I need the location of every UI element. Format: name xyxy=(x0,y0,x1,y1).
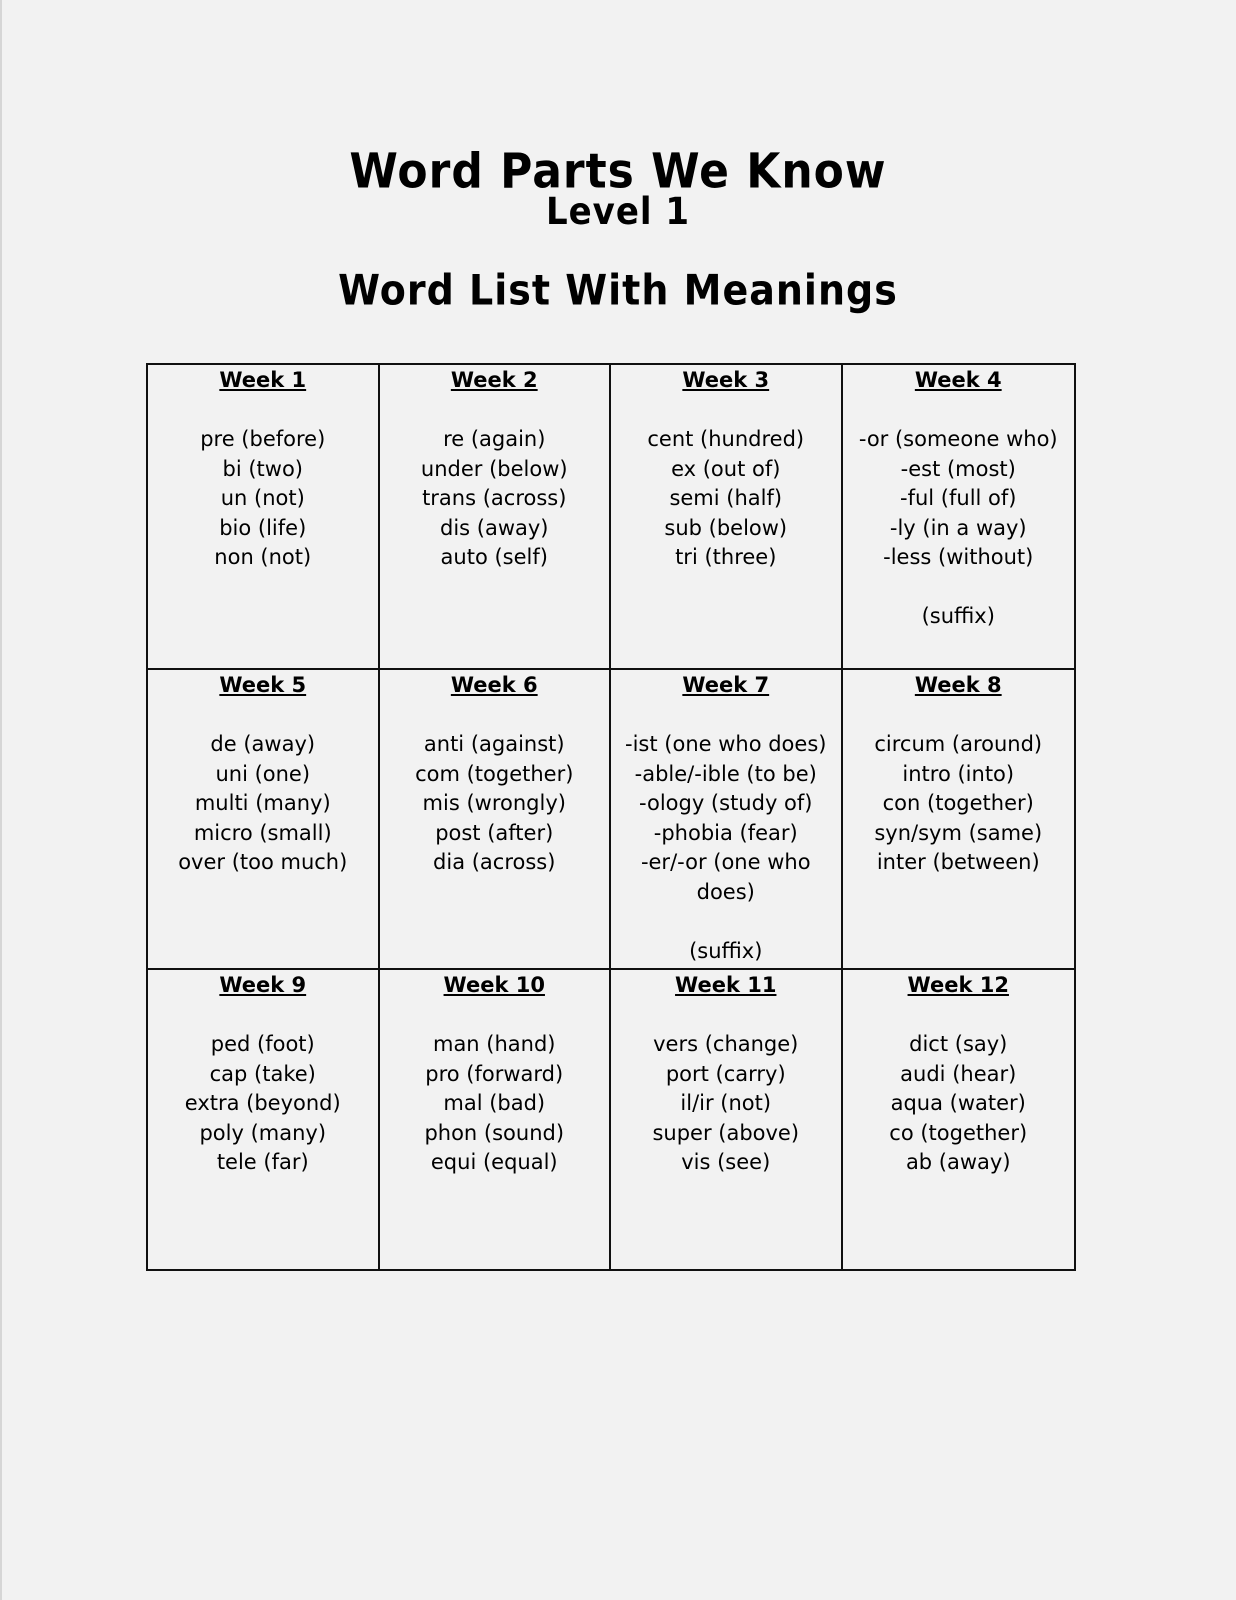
word-part-item: cent (hundred) xyxy=(647,427,805,451)
word-part-item: sub (below) xyxy=(664,515,788,540)
week-label: Week 3 xyxy=(682,368,770,392)
word-part-item: equi (equal) xyxy=(430,1150,558,1174)
word-part-item: pre (before) xyxy=(200,427,326,451)
word-part-item: -er/-or (one who does) xyxy=(640,850,811,904)
word-part-item: port (carry) xyxy=(665,1061,786,1086)
suffix-note: (suffix) xyxy=(921,604,995,628)
word-part-item: dis (away) xyxy=(439,515,549,540)
week-label: Week 7 xyxy=(682,673,770,697)
word-part-item: non (not) xyxy=(214,545,312,569)
week-cell xyxy=(148,365,380,670)
word-part-item: super (above) xyxy=(652,1120,800,1145)
week-label: Week 5 xyxy=(219,673,307,697)
word-part-item: anti (against) xyxy=(423,732,565,756)
word-part-item: phon (sound) xyxy=(424,1120,565,1145)
word-part-item: co (together) xyxy=(889,1120,1028,1145)
word-part-item: -or (someone who) xyxy=(858,427,1058,451)
spacer xyxy=(617,701,835,731)
word-part-item: un (not) xyxy=(220,486,305,510)
word-part-item: post (after) xyxy=(435,820,554,845)
word-part-item: ab (away) xyxy=(905,1150,1011,1174)
word-part-item: mal (bad) xyxy=(443,1091,546,1115)
word-part-item: audi (hear) xyxy=(900,1061,1017,1086)
word-part-item: vis (see) xyxy=(681,1150,771,1174)
week-cell xyxy=(380,970,612,1269)
spacer xyxy=(154,1001,372,1031)
word-part-item: cap (take) xyxy=(209,1061,316,1086)
word-part-item: tele (far) xyxy=(216,1150,309,1174)
word-part-item: -ology (study of) xyxy=(639,791,813,815)
spacer xyxy=(617,396,835,426)
suffix-note: (suffix) xyxy=(689,938,763,963)
word-part-item: -ful (full of) xyxy=(900,486,1017,510)
word-part-item: semi (half) xyxy=(669,486,783,510)
word-part-item: aqua (water) xyxy=(890,1091,1026,1115)
spacer xyxy=(154,396,372,426)
word-part-item: il/ir (not) xyxy=(680,1091,772,1115)
spacer xyxy=(617,1001,835,1031)
week-label: Week 9 xyxy=(219,973,307,997)
spacer xyxy=(849,1001,1069,1031)
word-part-item: -able/-ible (to be) xyxy=(634,761,817,786)
word-part-item: -ist (one who does) xyxy=(625,732,827,756)
word-part-item: inter (between) xyxy=(876,850,1040,874)
word-part-item: micro (small) xyxy=(193,820,332,845)
week-cell xyxy=(611,970,843,1269)
week-cell xyxy=(148,970,380,1269)
word-part-item: auto (self) xyxy=(440,545,548,569)
spacer xyxy=(849,701,1069,731)
week-cell xyxy=(843,365,1075,670)
week-label: Week 2 xyxy=(450,368,538,392)
word-part-item: trans (across) xyxy=(422,486,567,510)
word-part-item: mis (wrongly) xyxy=(422,791,566,815)
week-label: Week 1 xyxy=(219,368,307,392)
page-edge xyxy=(0,0,2,1600)
word-part-item: bio (life) xyxy=(219,515,307,540)
spacer xyxy=(386,1001,604,1031)
week-cell xyxy=(380,670,612,970)
word-part-item: circum (around) xyxy=(874,732,1043,756)
week-label: Week 11 xyxy=(675,973,777,997)
word-part-item: pro (forward) xyxy=(425,1061,564,1086)
spacer xyxy=(386,396,604,426)
word-part-item: bi (two) xyxy=(222,456,303,481)
word-part-item: under (below) xyxy=(420,456,568,481)
word-part-item: -est (most) xyxy=(900,456,1016,481)
week-label: Week 10 xyxy=(443,973,545,997)
word-part-item: syn/sym (same) xyxy=(874,820,1043,845)
word-part-item: dia (across) xyxy=(433,850,556,874)
spacer xyxy=(849,396,1069,426)
document-subtitle: Level 1 xyxy=(545,190,691,234)
word-part-item: ped (foot) xyxy=(210,1032,315,1056)
week-cell xyxy=(611,365,843,670)
word-part-item: intro (into) xyxy=(902,761,1015,786)
week-label: Week 4 xyxy=(914,368,1002,392)
word-part-item: ex (out of) xyxy=(671,456,781,481)
word-part-item: man (hand) xyxy=(432,1032,556,1056)
word-part-item: -phobia (fear) xyxy=(653,820,798,845)
week-cell xyxy=(380,365,612,670)
word-part-item: -ly (in a way) xyxy=(889,515,1027,540)
word-part-item: uni (one) xyxy=(215,761,311,786)
week-grid xyxy=(146,363,1076,1271)
word-part-item: tri (three) xyxy=(675,545,777,569)
week-cell xyxy=(148,670,380,970)
week-cell xyxy=(611,670,843,970)
word-part-item: de (away) xyxy=(210,732,316,756)
week-label: Week 12 xyxy=(907,973,1009,997)
week-label: Week 6 xyxy=(450,673,538,697)
document-title: Word Parts We Know xyxy=(349,143,887,200)
word-part-item: multi (many) xyxy=(194,791,331,815)
word-part-item: vers (change) xyxy=(653,1032,799,1056)
week-label: Week 8 xyxy=(914,673,1002,697)
word-list-heading: Word List With Meanings xyxy=(338,265,898,315)
week-cell xyxy=(843,670,1075,970)
word-part-item: dict (say) xyxy=(909,1032,1008,1056)
week-cell xyxy=(843,970,1075,1269)
word-part-item: -less (without) xyxy=(883,545,1034,569)
word-part-item: over (too much) xyxy=(178,850,348,874)
spacer xyxy=(386,701,604,731)
word-part-item: re (again) xyxy=(443,427,546,451)
word-part-item: con (together) xyxy=(882,791,1034,815)
word-part-item: extra (beyond) xyxy=(184,1091,341,1115)
spacer xyxy=(154,701,372,731)
word-part-item: poly (many) xyxy=(199,1120,327,1145)
word-part-item: com (together) xyxy=(415,761,574,786)
